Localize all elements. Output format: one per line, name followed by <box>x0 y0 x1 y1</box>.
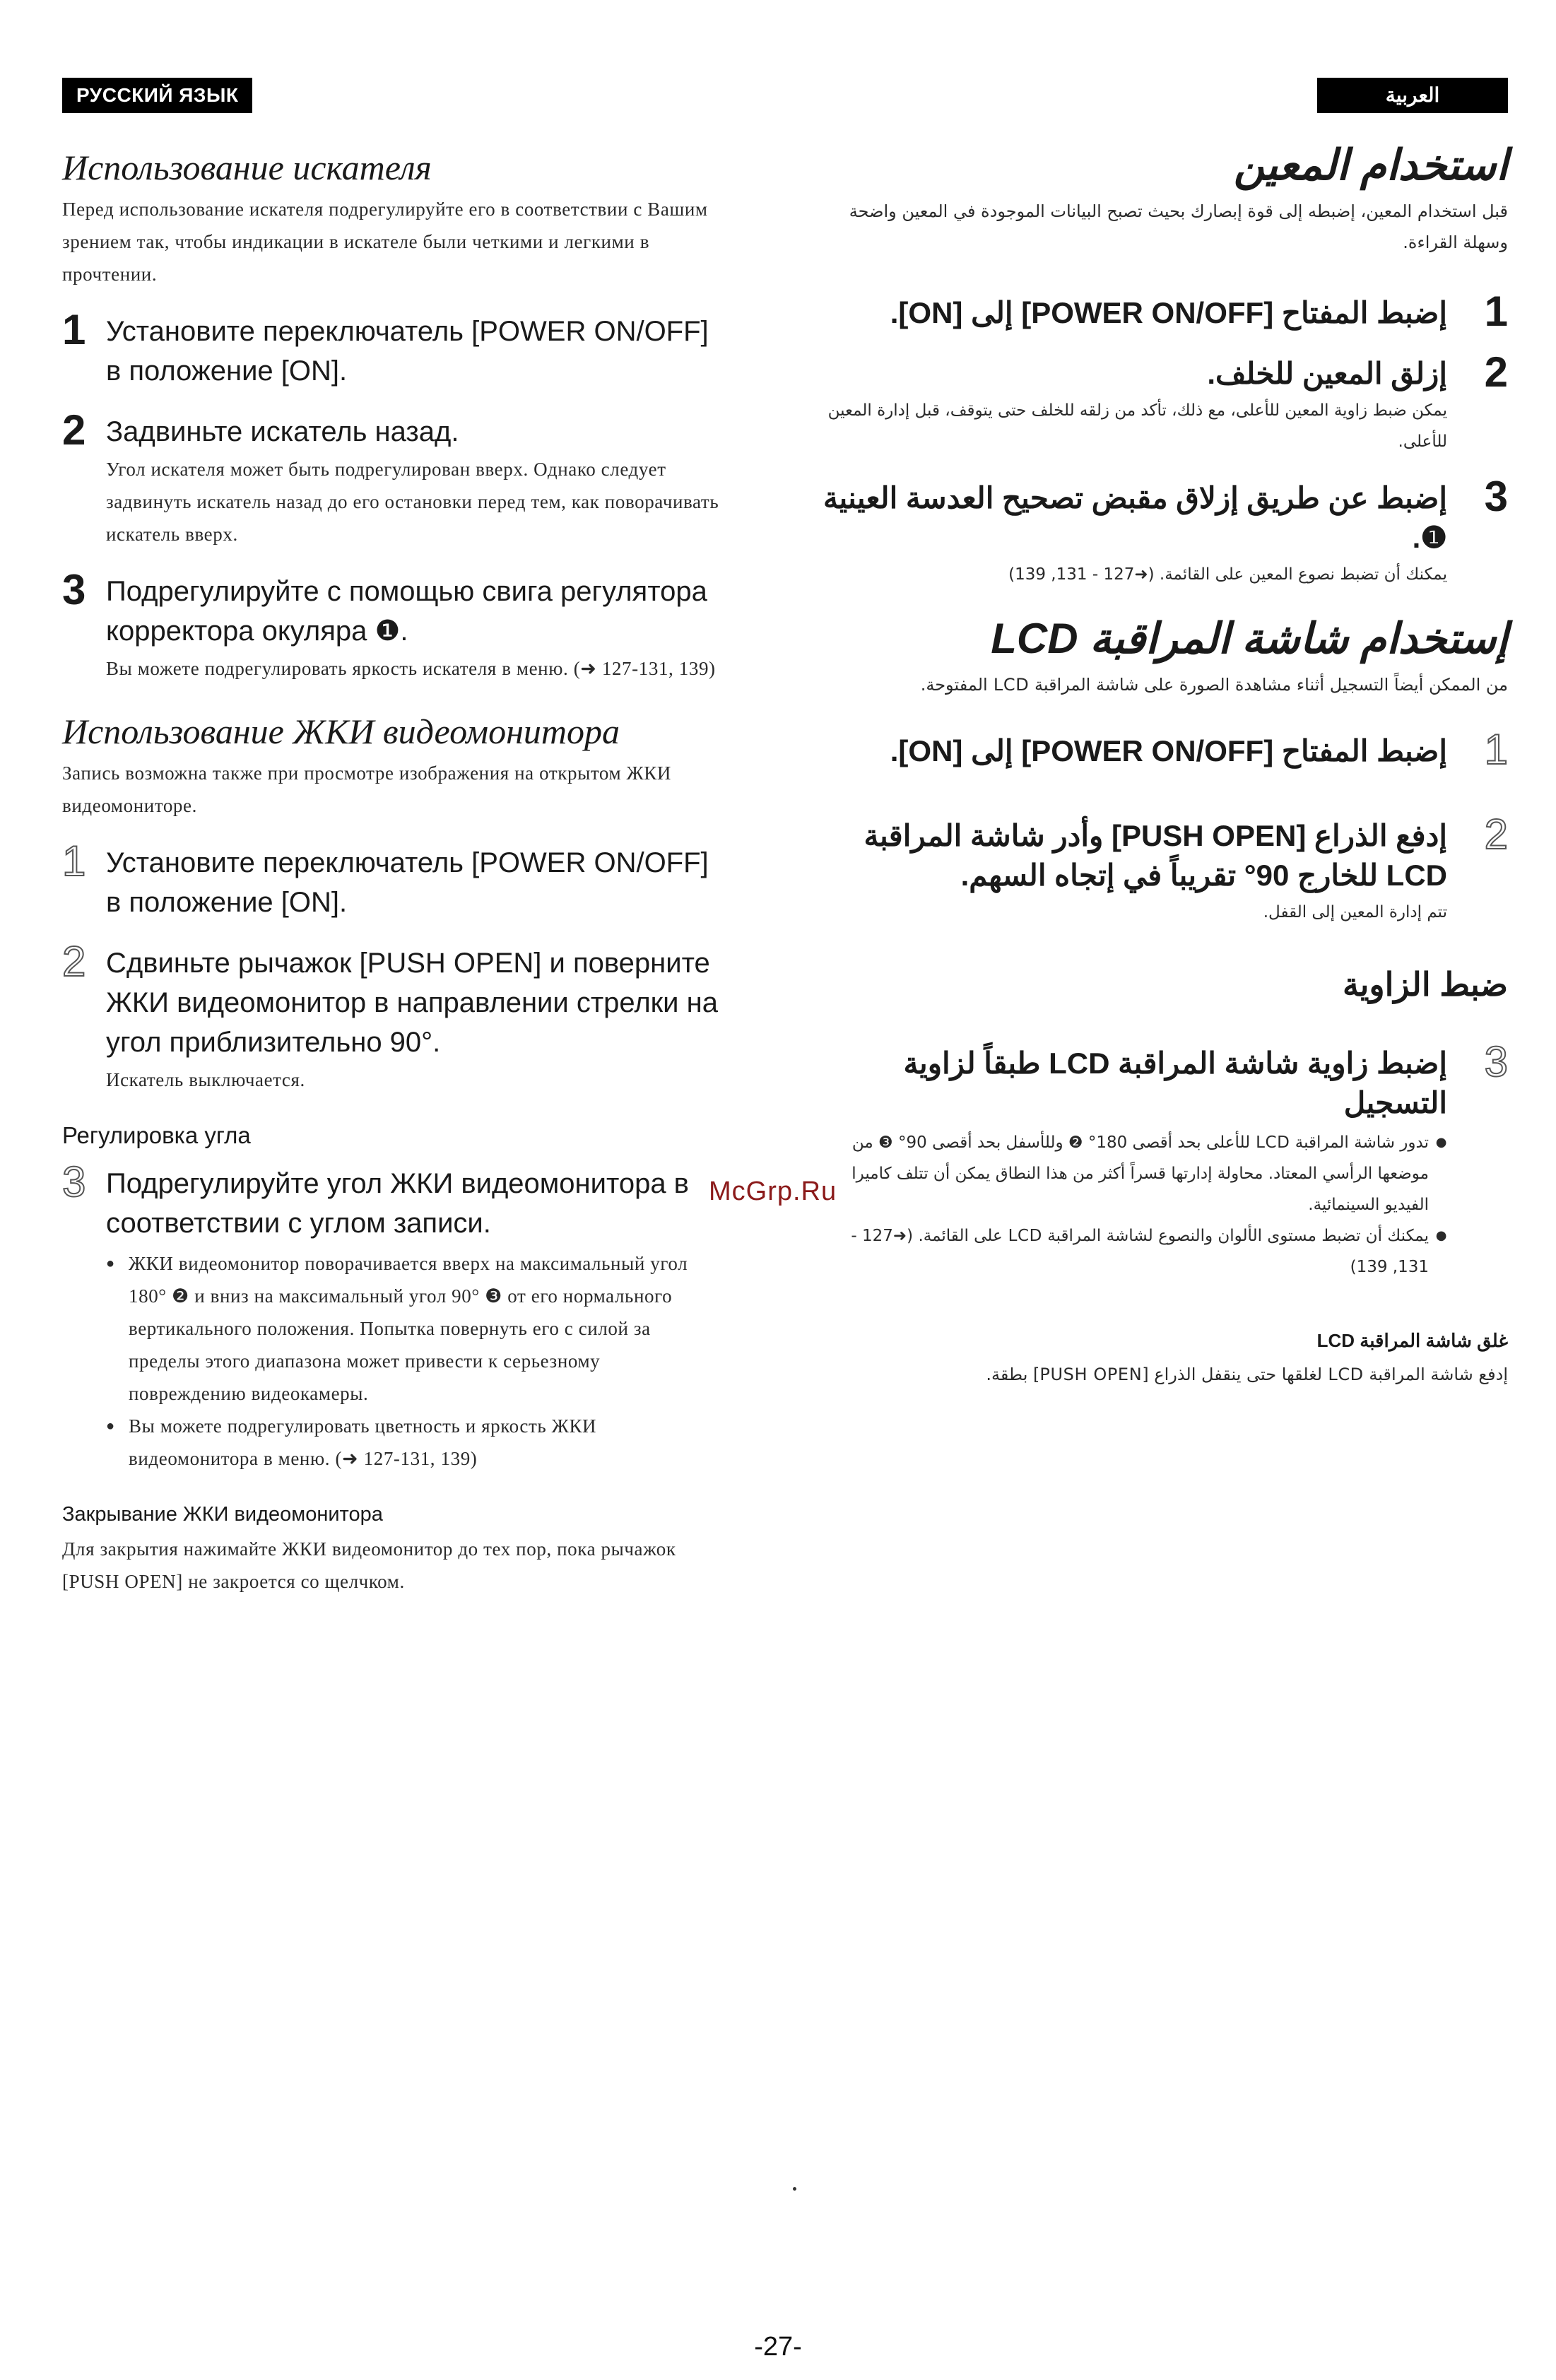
viewfinder-step-2 <box>62 406 719 550</box>
angle-heading: Регулировка угла <box>62 1122 251 1148</box>
lcd-step-3-ar <box>815 1038 1508 1283</box>
step-body: Угол искателя может быть подрегулирован вверх. Однако следует задвинуть искатель назад до его остановки перед тем, как поворачивать искатель вверх. <box>106 459 719 545</box>
step-title: Сдвиньте рычажок [PUSH OPEN] и поверните ЖКИ видеомонитор в направлении стрелки на угол приблизительно 90°. <box>106 948 718 1058</box>
step-title: Подрегулируйте с помощью свига регулятора корректора окуляра ❶. <box>106 576 707 647</box>
viewfinder-step-1 <box>62 306 719 391</box>
lcd-step-2-ar <box>815 811 1508 928</box>
lcd-step-2 <box>62 938 719 1096</box>
stray-dot <box>793 2187 796 2191</box>
arabic-column <box>815 138 1508 1390</box>
step-number: 2 <box>1484 811 1508 858</box>
step-body: Искатель выключается. <box>106 1069 305 1090</box>
step-number: 3 <box>1484 1038 1508 1085</box>
list-item: ● ЖКИ видеомонитор поворачивается вверх на максимальный угол 180° ❷ и вниз на максимальный угол 90° ❸ от его нормального вертикального положения. Попытка повернуть его с силой за пределы этого диапазона может привести к серьезному повреждению видеокамеры. <box>106 1247 719 1410</box>
step-title: Установите переключатель [POWER ON/OFF] в положение [ON]. <box>106 847 709 918</box>
step-title: إزلق المعين للخلف. <box>1207 357 1447 390</box>
close-heading-ar: غلق شاشة المراقبة LCD <box>1316 1330 1508 1351</box>
language-badge-arabic: العربية <box>1317 78 1508 113</box>
viewfinder-step-1-ar <box>815 288 1508 335</box>
step-body: Вы можете подрегулировать яркость искателя в меню. (➜ 127-131, 139) <box>106 658 716 679</box>
close-heading: Закрывание ЖКИ видеомонитора <box>62 1503 383 1526</box>
step-body: يمكنك أن تضبط نصوع المعين على القائمة. (➜127 - 131, 139) <box>1008 565 1447 584</box>
language-badge-russian: РУССКИЙ ЯЗЫК <box>62 78 252 113</box>
viewfinder-title: Использование искателя <box>62 148 432 187</box>
step-title: إضبط المفتاح [POWER ON/OFF] إلى [ON]. <box>890 734 1447 767</box>
watermark-text: McGrp.Ru <box>709 1177 837 1206</box>
lcd-title-ar: إستخدام شاشة المراقبة LCD <box>991 615 1508 662</box>
step-title: إضبط عن طريق إزلاق مقبض تصحيح العدسة العينية ❶. <box>823 481 1447 554</box>
angle-notes-ar <box>815 1127 1447 1283</box>
step-body: تتم إدارة المعين إلى القفل. <box>1263 903 1447 921</box>
step-number: 1 <box>1484 726 1508 773</box>
step-title: إضبط المفتاح [POWER ON/OFF] إلى [ON]. <box>890 296 1447 329</box>
page-number: -27- <box>754 2332 802 2362</box>
angle-notes <box>106 1247 719 1475</box>
step-title: Установите переключатель [POWER ON/OFF] в положение [ON]. <box>106 316 709 387</box>
step-title: إدفع الذراع [PUSH OPEN] وأدر شاشة المراقبة LCD للخارج 90° تقريباً في إتجاه السهم. <box>864 819 1447 892</box>
lcd-step-3 <box>62 1158 719 1475</box>
russian-column <box>62 145 719 1598</box>
list-item: ● يمكنك أن تضبط مستوى الألوان والنصوع لشاشة المراقبة LCD على القائمة. (➜127 - 131, 139) <box>815 1220 1447 1283</box>
angle-heading-ar: ضبط الزاوية <box>1342 966 1508 1003</box>
lcd-step-1 <box>62 837 719 922</box>
lcd-intro-ar: من الممكن أيضاً التسجيل أثناء مشاهدة الصورة على شاشة المراقبة LCD المفتوحة. <box>920 675 1508 695</box>
step-number: 3 <box>62 566 86 613</box>
viewfinder-intro: Перед использование искателя подрегулируйте его в соответствии с Вашим зрением так, чтобы индикации в искателе были четкими и легкими в прочтении. <box>62 199 708 285</box>
step-number: 2 <box>1484 348 1508 396</box>
list-item: ● تدور شاشة المراقبة LCD للأعلى بحد أقصى 180° ❷ وللأسفل بحد أقصى 90° ❸ من موضعها الرأسي المعتاد. محاولة إدارتها قسراً أكثر من هذا النطاق يمكن أن تتلف كاميرا الفيديو السينمائية. <box>815 1127 1447 1220</box>
viewfinder-step-2-ar <box>815 348 1508 457</box>
step-body: يمكن ضبط زاوية المعين للأعلى، مع ذلك، تأكد من زلقه للخلف حتى يتوقف، قبل إدارة المعين للأعلى. <box>827 401 1447 451</box>
step-number: 1 <box>62 306 86 353</box>
viewfinder-step-3-ar <box>815 473 1508 590</box>
viewfinder-intro-ar: قبل استخدام المعين، إضبطه إلى قوة إبصارك بحيث تصبح البيانات الموجودة في المعين واضحة وسهلة القراءة. <box>849 201 1508 252</box>
lcd-intro: Запись возможна также при просмотре изображения на открытом ЖКИ видеомониторе. <box>62 762 671 816</box>
step-title: إضبط زاوية شاشة المراقبة LCD طبقاً لزاوية التسجيل <box>903 1047 1447 1119</box>
viewfinder-title-ar: استخدام المعين <box>1233 141 1508 189</box>
step-number: 2 <box>62 406 86 454</box>
lcd-step-1-ar <box>815 726 1508 773</box>
step-number: 3 <box>1484 473 1508 520</box>
close-text-ar: إدفع شاشة المراقبة LCD لغلقها حتى ينقفل الذراع [PUSH OPEN] بطقة. <box>986 1365 1508 1384</box>
step-title: Подрегулируйте угол ЖКИ видеомонитора в соответствии с углом записи. <box>106 1168 689 1239</box>
viewfinder-step-3 <box>62 566 719 685</box>
step-number: 1 <box>62 837 86 885</box>
step-title: Задвиньте искатель назад. <box>106 416 459 447</box>
step-number: 2 <box>62 938 86 985</box>
step-number: 3 <box>62 1158 86 1206</box>
step-number: 1 <box>1484 288 1508 335</box>
close-text: Для закрытия нажимайте ЖКИ видеомонитор до тех пор, пока рычажок [PUSH OPEN] не закроется со щелчком. <box>62 1538 676 1592</box>
list-item: ● Вы можете подрегулировать цветность и яркость ЖКИ видеомонитора в меню. (➜ 127-131, 139) <box>106 1410 719 1475</box>
lcd-title: Использование ЖКИ видеомонитора <box>62 712 620 751</box>
